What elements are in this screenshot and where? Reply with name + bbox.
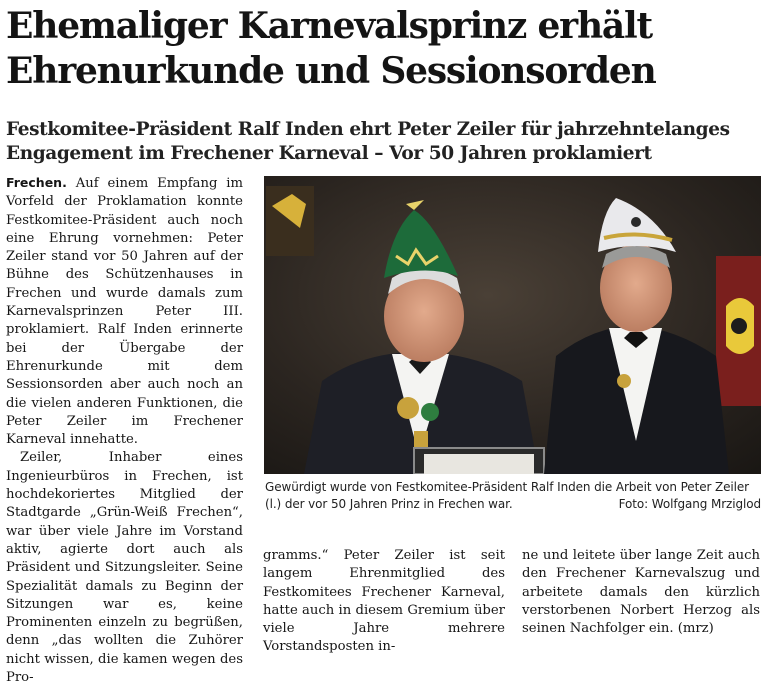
subheadline: [6, 118, 761, 166]
article-paragraph-2: Zeiler, Inhaber eines Ingenieurbüros in Frechen, ist hochdekoriertes Mitglied der Stadtgarde „Grün-Weiß Frechen“, war über viele Jahre im Vorstand aktiv, agierte dort auch als Präsident und Sitzungsleiter. Seine Spezialität damals zu Beginn der Sitzungen war es, keine Prominenten einzeln zu begrüßen, denn „das wollten die Zuhörer nicht wissen, die kamen wegen des Pro-: [6, 450, 243, 686]
photo-image: [264, 176, 761, 474]
article-paragraph-1: [6, 174, 243, 449]
headline-line-2: Ehrenurkunde und Sessionsorden: [6, 50, 656, 92]
headline: [6, 4, 761, 94]
article-paragraph-2-end: ne und leitete über lange Zeit auch den Frechener Karnevalszug und arbeitete damals den kürzlich verstorbenen Norbert Herzog als seinen Nachfolger ein. (mrz): [522, 548, 760, 637]
article-column-2: [263, 547, 505, 657]
caption-text: Gewürdigt wurde von Festkomitee-Präsident Ralf Inden die Arbeit von Peter Zeiler (l.) der vor 50 Jahren Prinz in Frechen war.: [265, 480, 750, 511]
article-column-1: [6, 174, 243, 687]
article-column-3: [522, 547, 760, 638]
paragraph-1-text: Auf einem Empfang im Vorfeld der Proklamation konnte Festkomitee-Präsident auch noch eine Ehrung vornehmen: Peter Zeiler stand vor 50 Jahren auf der Bühne des Schützenhauses in Frechen und wurde damals zum Karnevalsprinzen Peter III. proklamiert. Ralf Inden erinnerte bei der Übergabe der Ehrenurkunde mit dem Sessionsorden aber auch noch an die vielen anderen Funktionen, die Peter Zeiler im Frechener Karneval innehatte.: [6, 176, 243, 448]
article-photo: [264, 176, 761, 474]
subheadline-line-1: Festkomitee-Präsident Ralf Inden ehrt Peter Zeiler für jahrzehntelanges: [6, 119, 730, 140]
headline-line-1: Ehemaliger Karnevalsprinz erhält: [6, 5, 652, 47]
photo-credit: Foto: Wolfgang Mrziglod: [618, 497, 761, 511]
photo-caption: [265, 479, 761, 513]
dateline: Frechen.: [6, 175, 67, 190]
subheadline-line-2: Engagement im Frechener Karneval – Vor 50 Jahren proklamiert: [6, 143, 652, 164]
article-paragraph-2-continued: gramms.“ Peter Zeiler ist seit langem Ehrenmitglied des Festkomitees Frechener Karneval, hatte auch in diesem Gremium über viele Jahre mehrere Vorstandsposten in-: [263, 548, 505, 655]
